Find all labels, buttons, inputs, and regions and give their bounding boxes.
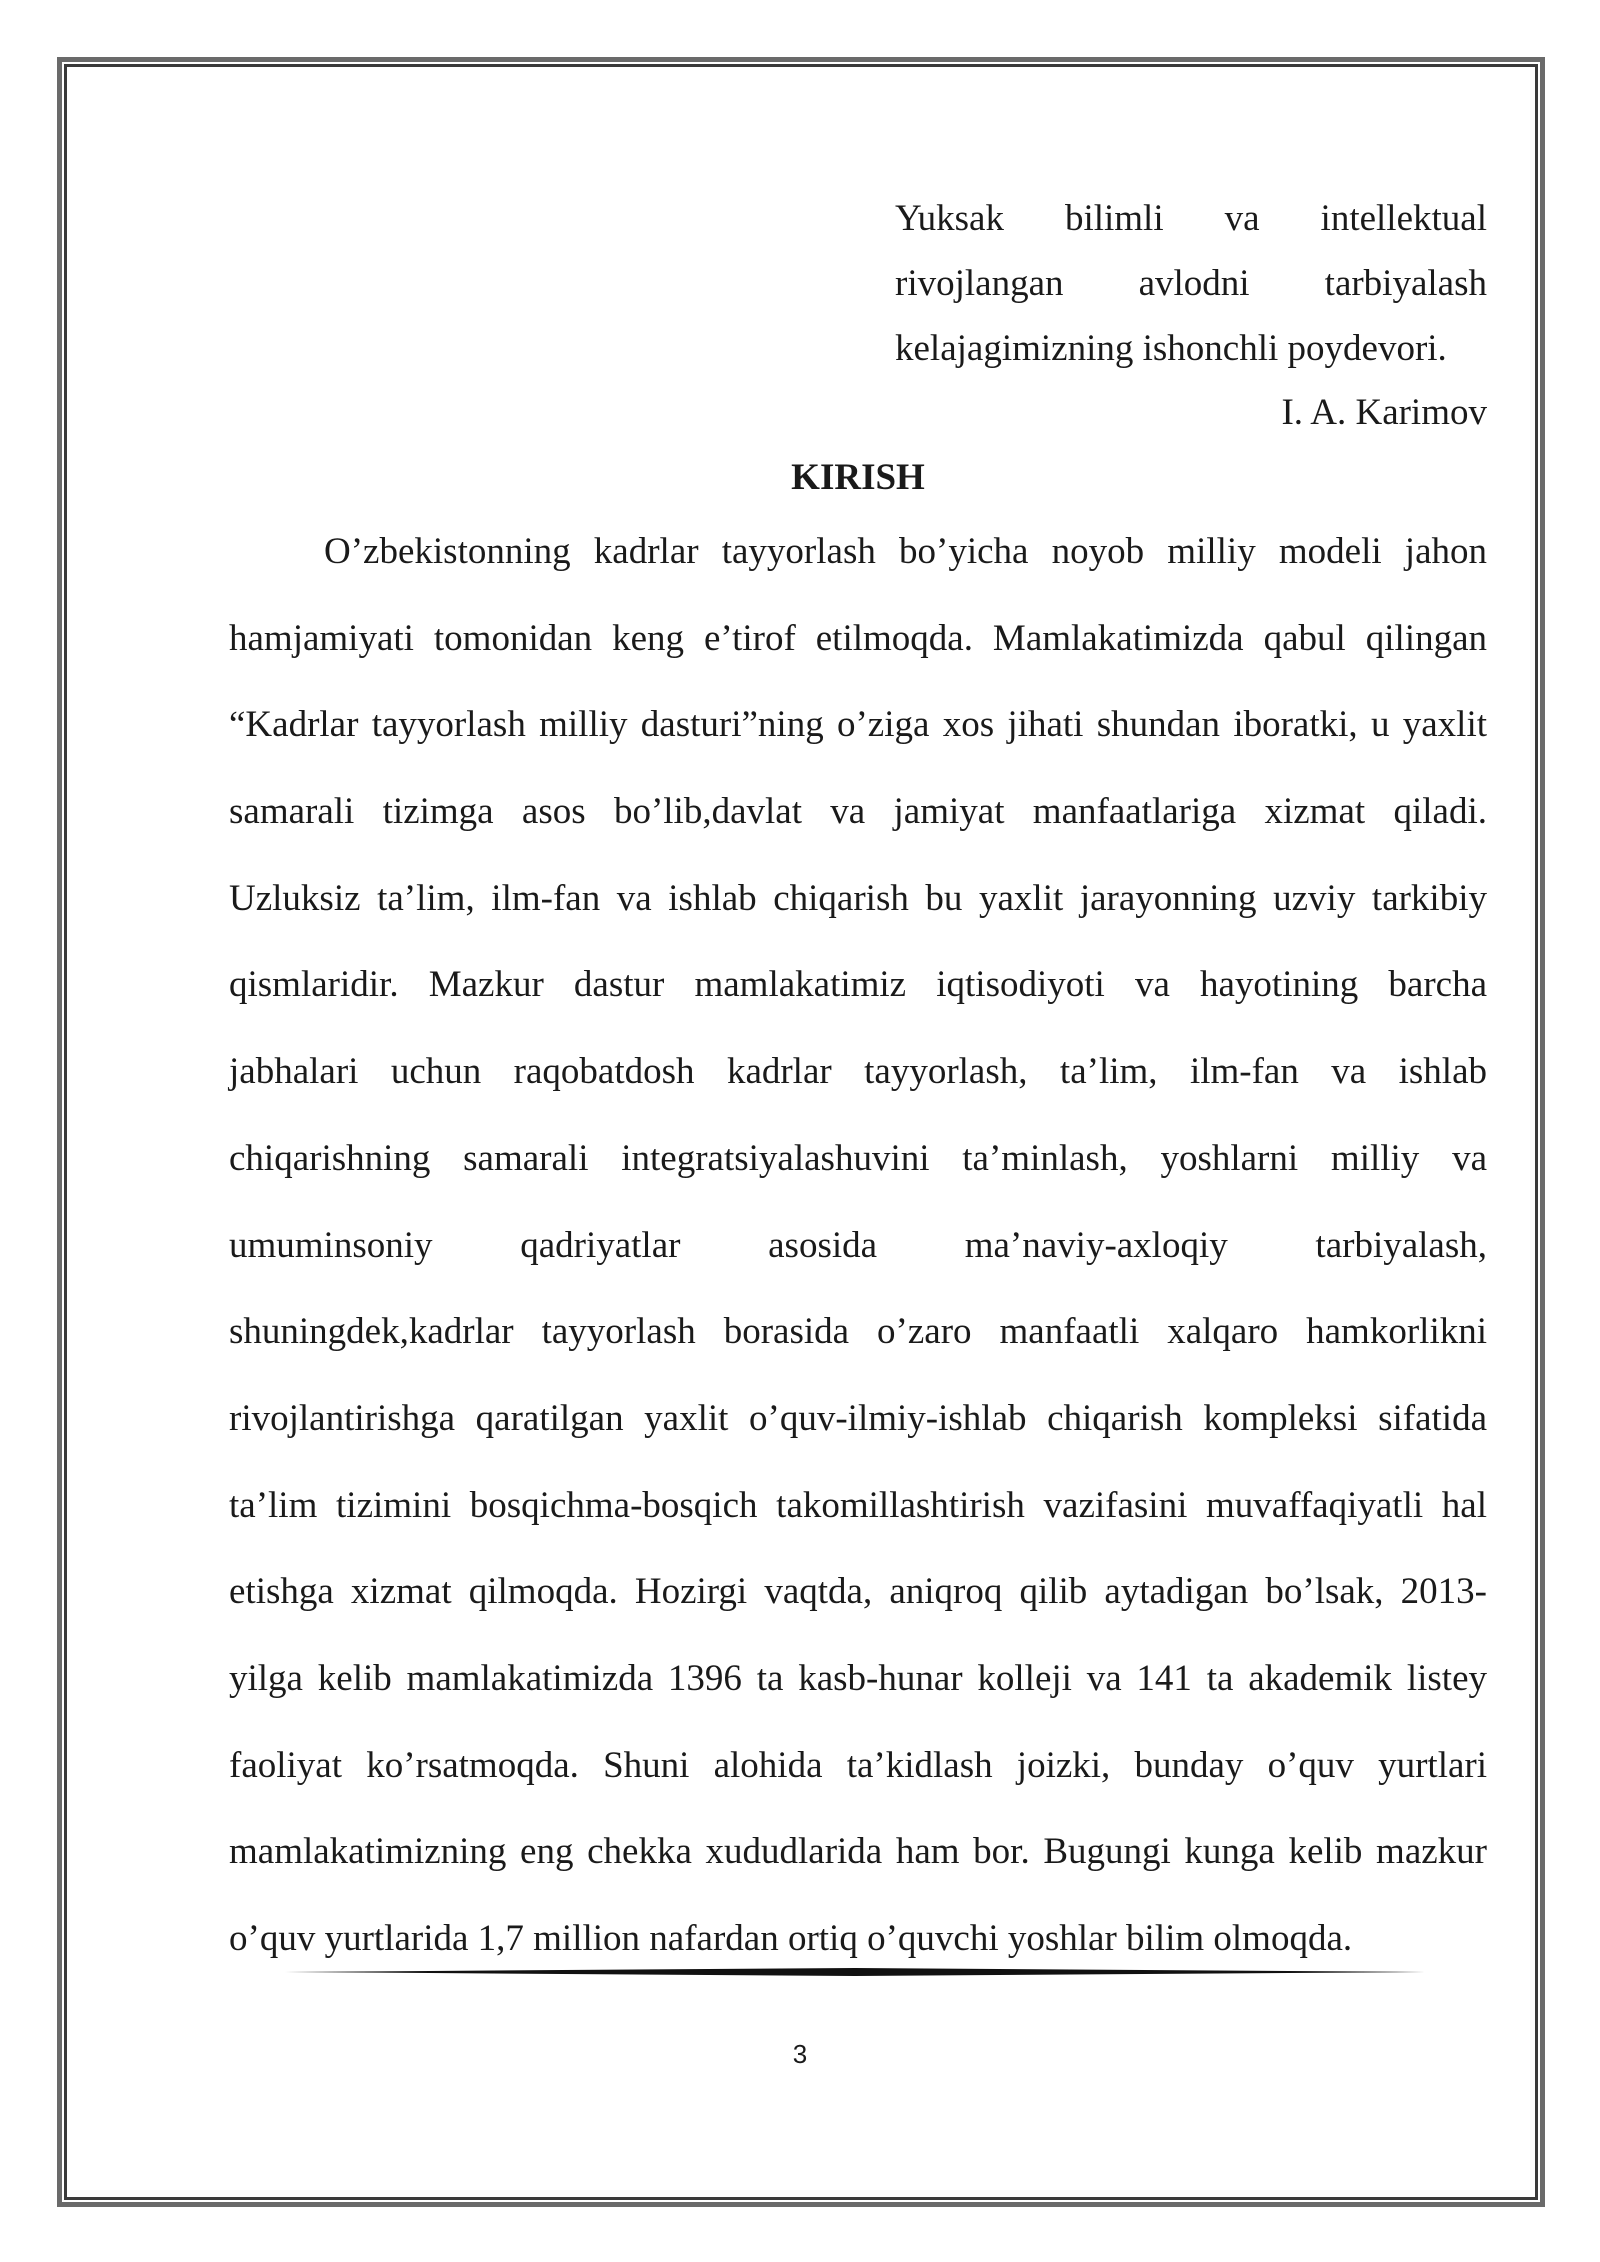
paragraph-line: umuminsoniy qadriyatlar asosida ma’naviy-axloqiy tarbiyalash,: [229, 1224, 1487, 1266]
page-number: 3: [792, 2039, 808, 2069]
paragraph-line: rivojlantirishga qaratilgan yaxlit o’quv-ilmiy-ishlab chiqarish kompleksi sifatida: [229, 1397, 1487, 1439]
epigraph-line: rivojlangan avlodni tarbiyalash: [895, 263, 1487, 304]
epigraph-line: Yuksak bilimli va intellektual: [895, 198, 1487, 239]
paragraph-line: Uzluksiz ta’lim, ilm-fan va ishlab chiqarish bu yaxlit jarayonning uzviy tarkibiy: [229, 877, 1487, 919]
epigraph: [895, 186, 1487, 381]
epigraph-line: kelajagimizning ishonchli poydevori.: [895, 328, 1447, 369]
paragraph-line: faoliyat ko’rsatmoqda. Shuni alohida ta’kidlash joizki, bunday o’quv yurtlari: [229, 1744, 1487, 1786]
body-paragraph: [229, 509, 1487, 1983]
paragraph-line: ta’lim tizimini bosqichma-bosqich takomillashtirish vazifasini muvaffaqiyatli hal: [229, 1484, 1487, 1526]
paragraph-line: chiqarishning samarali integratsiyalashuvini ta’minlash, yoshlarni milliy va: [229, 1137, 1487, 1179]
paragraph-line: “Kadrlar tayyorlash milliy dasturi”ning o’ziga xos jihati shundan iboratki, u yaxlit: [229, 704, 1487, 746]
paragraph-line: etishga xizmat qilmoqda. Hozirgi vaqtda, aniqroq qilib aytadigan bo’lsak, 2013-: [229, 1571, 1487, 1613]
paragraph-line: mamlakatimizning eng chekka xududlarida ham bor. Bugungi kunga kelib mazkur: [229, 1831, 1487, 1873]
paragraph-line: o’quv yurtlarida 1,7 million nafardan ortiq o’quvchi yoshlar bilim olmoqda.: [229, 1918, 1353, 1959]
paragraph-line: O’zbekistonning kadrlar tayyorlash bo’yicha noyob milliy modeli jahon: [324, 531, 1487, 572]
paragraph-line: yilga kelib mamlakatimizda 1396 ta kasb-hunar kolleji va 141 ta akademik listey: [229, 1657, 1487, 1699]
epigraph-author: I. A. Karimov: [1281, 392, 1487, 433]
paragraph-line: samarali tizimga asos bo’lib,davlat va jamiyat manfaatlariga xizmat qiladi.: [229, 791, 1487, 833]
paragraph-line: hamjamiyati tomonidan keng e’tirof etilmoqda. Mamlakatimizda qabul qilingan: [229, 617, 1487, 659]
paragraph-line: shuningdek,kadrlar tayyorlash borasida o’zaro manfaatli xalqaro hamkorlikni: [229, 1311, 1487, 1353]
paragraph-line: qismlaridir. Mazkur dastur mamlakatimiz iqtisodiyoti va hayotining barcha: [229, 964, 1487, 1006]
footer-divider: [285, 1968, 1425, 1976]
section-heading: KIRISH: [791, 457, 925, 498]
paragraph-line: jabhalari uchun raqobatdosh kadrlar tayyorlash, ta’lim, ilm-fan va ishlab: [229, 1051, 1487, 1093]
